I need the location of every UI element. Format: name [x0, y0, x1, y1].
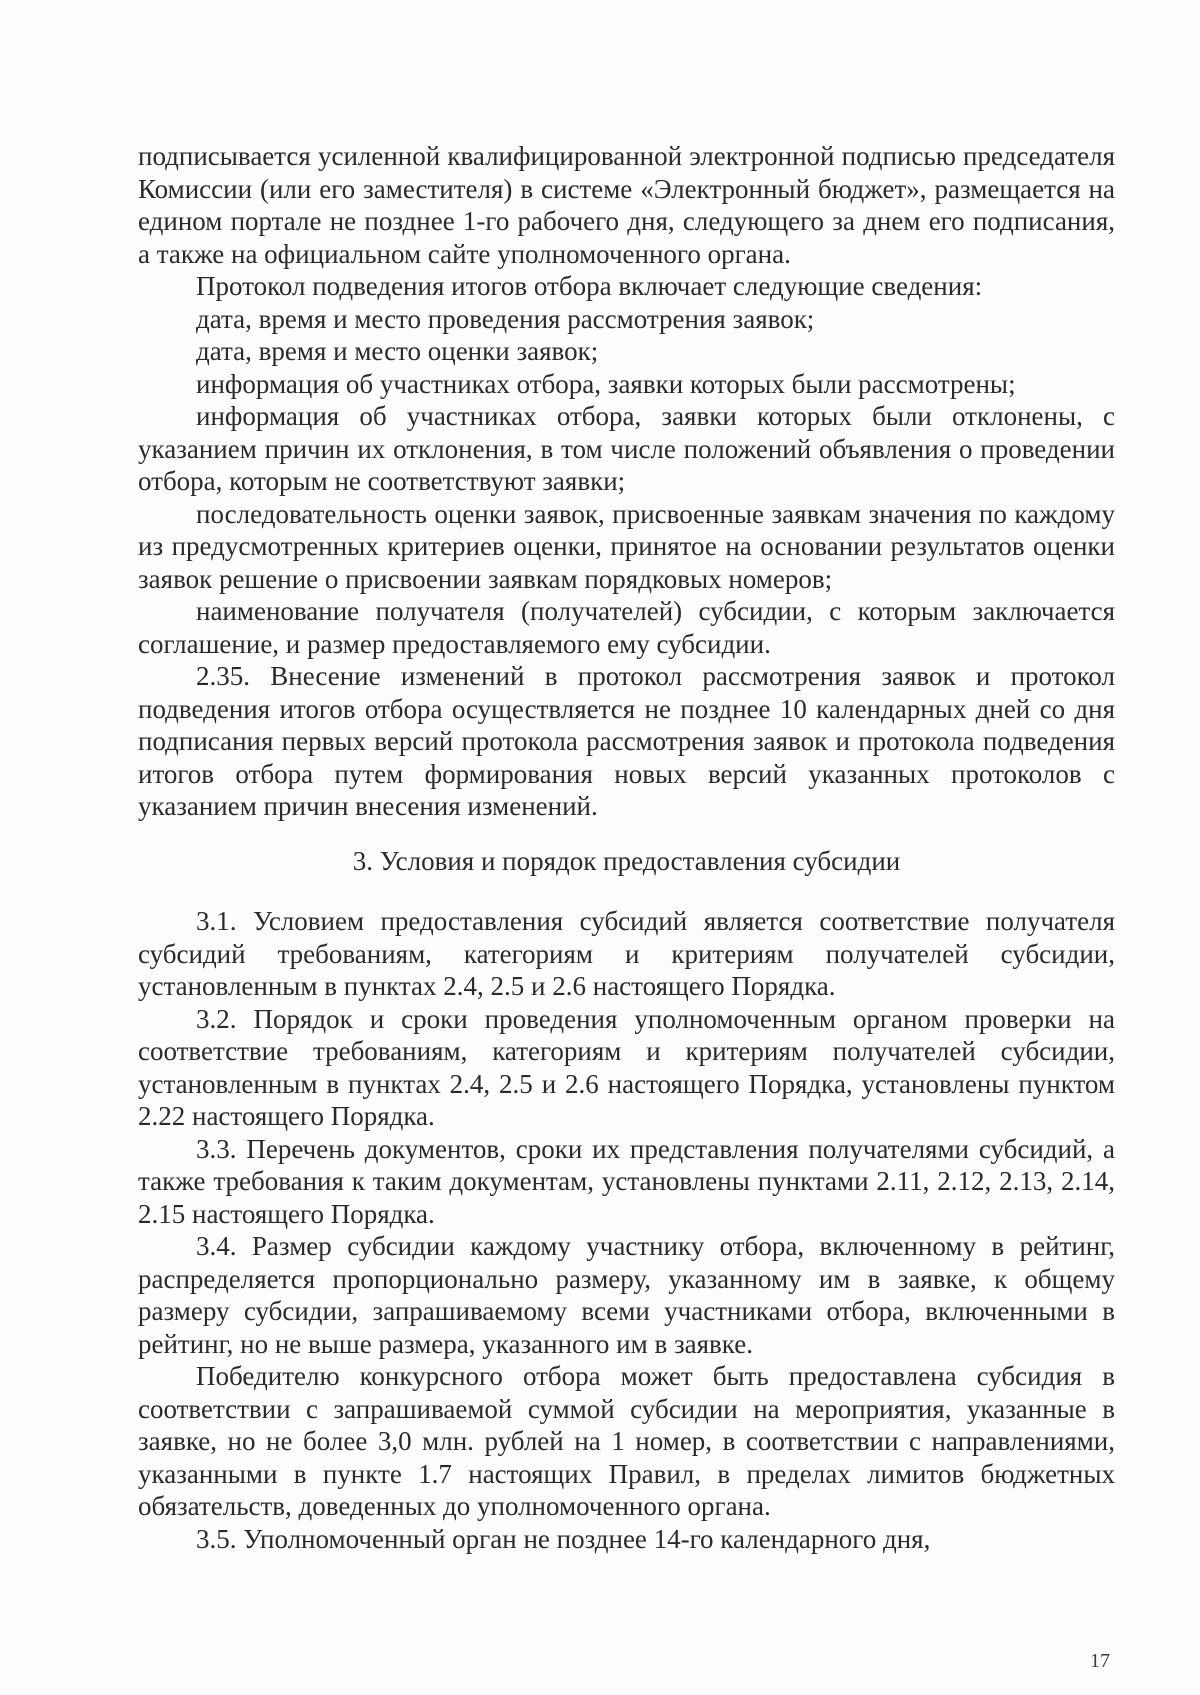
paragraph-3-1: 3.1. Условием предоставления субсидий является соответствие получателя субсидий требованиям, категориям и критериям получателей субсидии, установленным в пунктах 2.4, 2.5 и 2.6 настоящего Порядка. [138, 906, 1115, 1001]
paragraph-3-2: 3.2. Порядок и сроки проведения уполномоченным органом проверки на соответствие требованиям, категориям и критериям получателей субсидии, установленным в пунктах 2.4, 2.5 и 2.6 настоящего Порядка, установлены пунктом 2.22 настоящего Порядка. [138, 1003, 1115, 1131]
paragraph-item-reviewed: информация об участниках отбора, заявки которых были рассмотрены; [196, 368, 1016, 399]
paragraph-3-5: 3.5. Уполномоченный орган не позднее 14-го календарного дня, [196, 1523, 931, 1554]
paragraph-item-rejected: информация об участниках отбора, заявки которых были отклонены, с указанием причин их отклонения, в том числе положений объявления о проведении отбора, которым не соответствуют заявки; [138, 401, 1115, 496]
paragraph-item-date-review: дата, время и место проведения рассмотрения заявок; [196, 303, 815, 334]
paragraph-item-recipient: наименование получателя (получателей) субсидии, с которым заключается соглашение, и размер предоставляемого ему субсидии. [138, 596, 1115, 659]
paragraph-3-3: 3.3. Перечень документов, сроки их представления получателями субсидий, а также требования к таким документам, установлены пунктами 2.11, 2.12, 2.13, 2.14, 2.15 настоящего Порядка. [138, 1133, 1115, 1229]
paragraph-item-sequence: последовательность оценки заявок, присвоенные заявкам значения по каждому из предусмотренных критериев оценки, принятое на основании результатов оценки заявок решение о присвоении заявкам порядковых номеров; [138, 498, 1115, 594]
paragraph-continuation: подписывается усиленной квалифицированной электронной подписью председателя Комиссии (или его заместителя) в системе «Электронный бюджет», размещается на едином портале не позднее 1-го рабочего дня, следующего за днем его подписания, а также на официальном сайте уполномоченного органа. [138, 141, 1115, 269]
paragraph-protocol-intro: Протокол подведения итогов отбора включает следующие сведения: [196, 271, 983, 301]
paragraph-item-date-evaluation: дата, время и место оценки заявок; [196, 336, 599, 366]
paragraph-2-35: 2.35. Внесение изменений в протокол рассмотрения заявок и протокол подведения итогов отбора осуществляется не позднее 10 календарных дней со дня подписания первых версий протокола рассмотрения заявок и протокола подведения итогов отбора путем формирования новых версий указанных протоколов с указанием причин внесения изменений. [138, 661, 1115, 821]
page-number: 17 [1090, 1650, 1110, 1672]
section-heading: 3. Условия и порядок предоставления субсидии [352, 845, 901, 876]
document-body [138, 140, 1115, 1555]
paragraph-3-4: 3.4. Размер субсидии каждому участнику отбора, включенному в рейтинг, распределяется пропорционально размеру, указанному им в заявке, к общему размеру субсидии, запрашиваемому всеми участниками отбора, включенными в рейтинг, но не выше размера, указанного им в заявке. [138, 1231, 1115, 1359]
paragraph-winner: Победителю конкурсного отбора может быть предоставлена субсидия в соответствии с запрашиваемой суммой субсидии на мероприятия, указанные в заявке, но не более 3,0 млн. рублей на 1 номер, в соответствии с направлениями, указанными в пункте 1.7 настоящих Правил, в пределах лимитов бюджетных обязательств, доведенных до уполномоченного органа. [138, 1361, 1115, 1521]
